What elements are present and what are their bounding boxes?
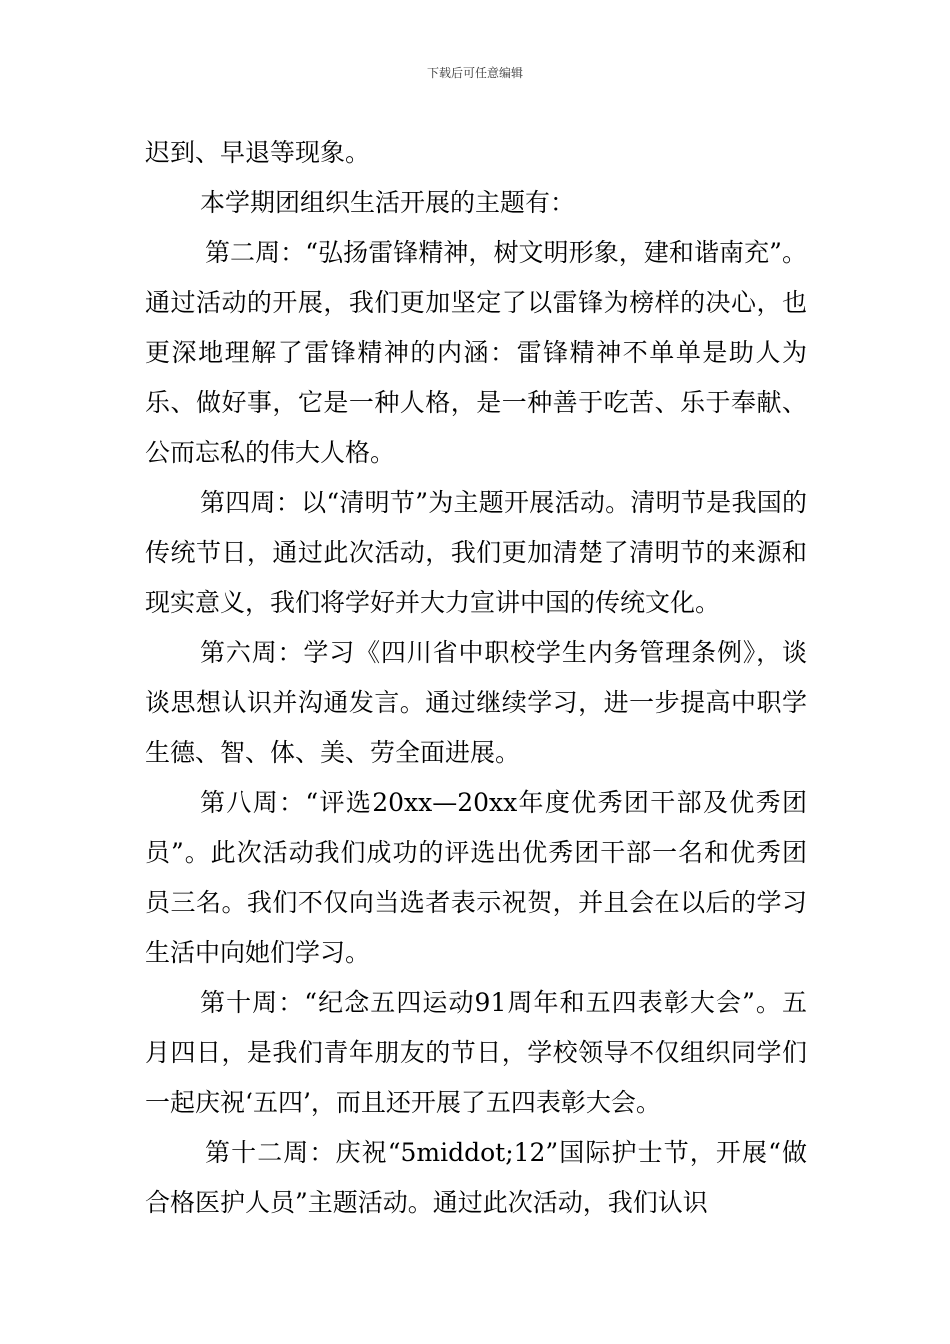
paragraph-week-10: 第十周：“纪念五四运动91周年和五四表彰大会”。五月四日，是我们青年朋友的节日，学校领导不仅组织同学们一起庆祝‘五四’，而且还开展了五四表彰大会。 [145,988,807,1117]
paragraph-week-4: 第四周：以“清明节”为主题开展活动。清明节是我国的传统节日，通过此次活动，我们更加清楚了清明节的来源和现实意义，我们将学好并大力宣讲中国的传统文化。 [145,488,807,617]
page-header-note: 下载后可任意编辑 [426,66,523,80]
paragraph-themes-intro: 本学期团组织生活开展的主题有： [200,188,576,217]
paragraph-week-12: 第十二周：庆祝“5middot;12”国际护士节，开展“做合格医护人员”主题活动。通过此次活动，我们认识 [145,1138,807,1217]
document-body [145,128,807,1228]
paragraph-week-8: 第八周：“评选20xx—20xx年度优秀团干部及优秀团员”。此次活动我们成功的评选出优秀团干部一名和优秀团员三名。我们不仅向当选者表示祝贺，并且会在以后的学习生活中向她们学习。 [145,788,807,967]
paragraph-week-2: 第二周：“弘扬雷锋精神，树文明形象，建和谐南充”。通过活动的开展，我们更加坚定了以雷锋为榜样的决心，也更深地理解了雷锋精神的内涵：雷锋精神不单单是助人为乐、做好事，它是一种人格，是一种善于吃苦、乐于奉献、公而忘私的伟大人格。 [145,238,807,467]
paragraph-continuation: 迟到、早退等现象。 [145,138,371,167]
paragraph-week-6: 第六周：学习《四川省中职校学生内务管理条例》，谈谈思想认识并沟通发言。通过继续学习，进一步提高中职学生德、智、体、美、劳全面进展。 [145,638,807,767]
